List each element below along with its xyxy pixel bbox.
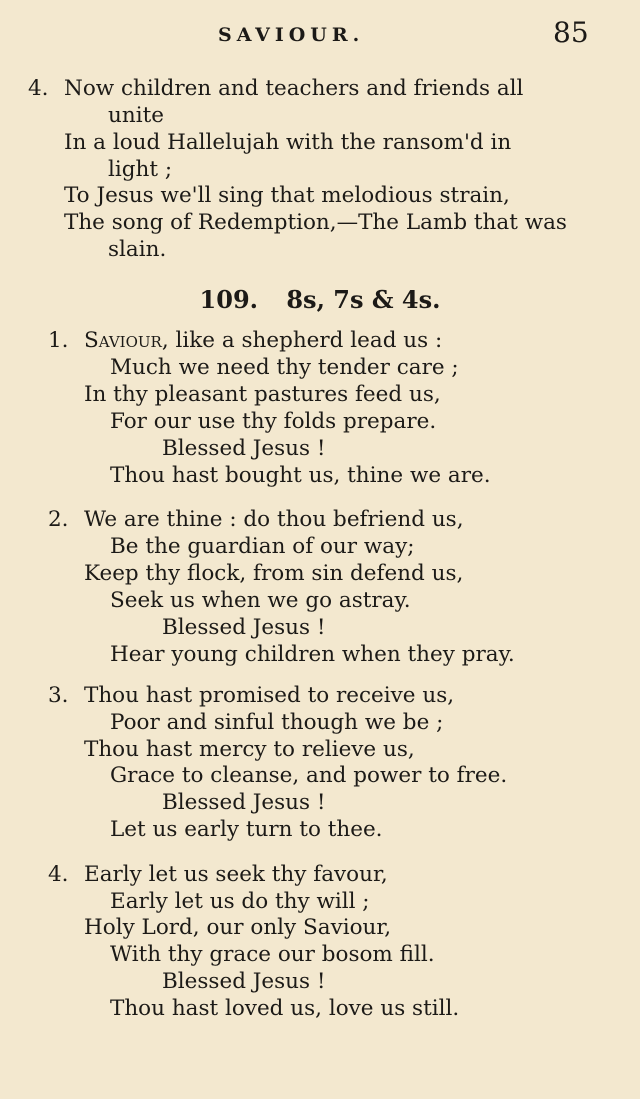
verse-line: Now children and teachers and friends all: [64, 76, 524, 101]
verse-first-word: Saviour: [84, 328, 162, 353]
verse-line: Poor and sinful though we be ;: [110, 710, 444, 735]
verse-number: 3.: [48, 683, 69, 708]
hymn-meter: 8s, 7s & 4s.: [286, 285, 441, 314]
verse-line: Much we need thy tender care ;: [110, 355, 459, 380]
verse-number: 4.: [48, 862, 69, 887]
verse-line: Thou hast promised to receive us,: [84, 683, 455, 708]
verse-refrain: Blessed Jesus !: [162, 436, 326, 461]
hymn-number: 109.: [199, 285, 258, 314]
verse-line: The song of Redemption,—The Lamb that was: [64, 210, 567, 235]
verse-line: Hear young children when they pray.: [110, 642, 515, 667]
verse-line: [84, 328, 442, 354]
verse-line: Be the guardian of our way;: [110, 534, 415, 559]
verse-line: Grace to cleanse, and power to free.: [110, 763, 508, 788]
verse-line: light ;: [108, 157, 173, 182]
verse-line: To Jesus we'll sing that melodious strain,: [64, 183, 510, 208]
verse-line: Thou hast bought us, thine we are.: [110, 463, 491, 488]
verse-line: For our use thy folds prepare.: [110, 409, 437, 434]
verse-number: 2.: [48, 507, 69, 532]
verse-line: Thou hast mercy to relieve us,: [84, 737, 415, 762]
page-header: [0, 10, 640, 50]
verse-line: Seek us when we go astray.: [110, 588, 411, 613]
verse-line: Early let us seek thy favour,: [84, 862, 388, 887]
verse-refrain: Blessed Jesus !: [162, 790, 326, 815]
verse-refrain: Blessed Jesus !: [162, 969, 326, 994]
verse-line: Keep thy flock, from sin defend us,: [84, 561, 464, 586]
verse-number: 1.: [48, 328, 69, 353]
verse-line: Let us early turn to thee.: [110, 817, 383, 842]
verse-line: We are thine : do thou befriend us,: [84, 507, 464, 532]
verse-line: unite: [108, 103, 164, 128]
verse-line: In thy pleasant pastures feed us,: [84, 382, 441, 407]
verse-number: 4.: [28, 76, 49, 101]
verse-line: In a loud Hallelujah with the ransom'd in: [64, 130, 512, 155]
verse-line: Holy Lord, our only Saviour,: [84, 915, 392, 940]
verse-line: slain.: [108, 237, 167, 262]
verse-line: With thy grace our bosom fill.: [110, 942, 435, 967]
verse-first-rest: , like a shepherd lead us :: [161, 328, 443, 353]
verse-refrain: Blessed Jesus !: [162, 615, 326, 640]
running-title: SAVIOUR.: [218, 24, 365, 46]
hymn-heading: [0, 285, 640, 315]
page-number: 85: [553, 16, 589, 49]
verse-line: Early let us do thy will ;: [110, 889, 370, 914]
verse-line: Thou hast loved us, love us still.: [110, 996, 460, 1021]
